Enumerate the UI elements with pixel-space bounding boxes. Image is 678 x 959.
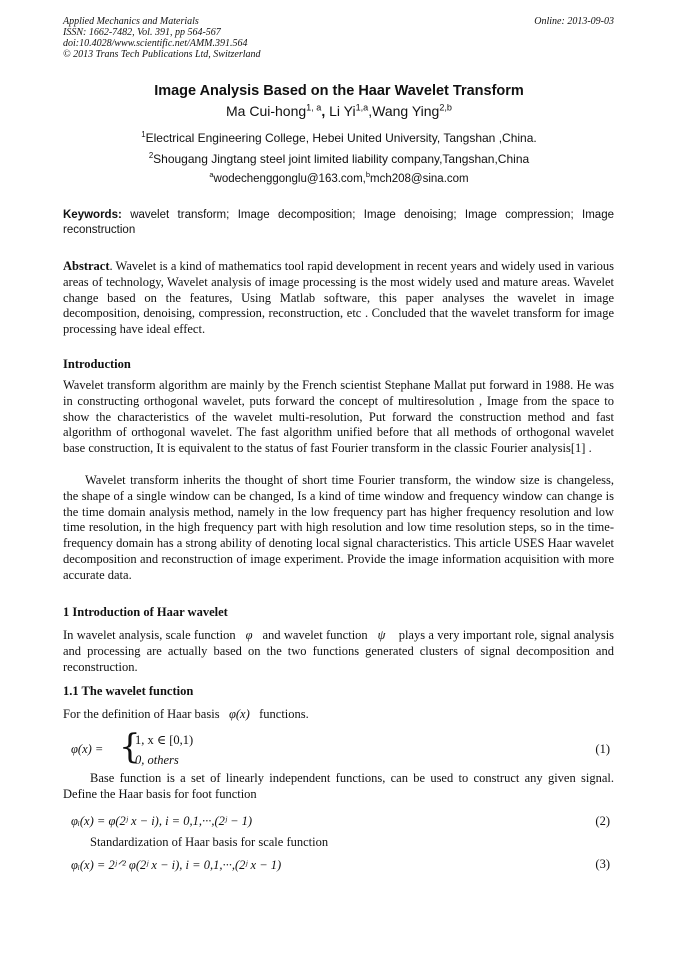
paper-title: Image Analysis Based on the Haar Wavelet Transform bbox=[154, 83, 524, 99]
equation-3 bbox=[63, 857, 614, 875]
equation-1-number: (1) bbox=[595, 742, 610, 756]
section-1-1-paragraph-1 bbox=[63, 707, 614, 723]
phi-symbol: φ bbox=[245, 628, 253, 642]
email-line bbox=[0, 170, 678, 185]
section-1-paragraph bbox=[63, 628, 614, 675]
equation-2 bbox=[63, 814, 614, 832]
abstract-block bbox=[63, 259, 614, 338]
equation-2-number: (2) bbox=[595, 814, 610, 828]
issn-line: ISSN: 1662-7482, Vol. 391, pp 564-567 bbox=[63, 27, 221, 38]
aff-text: Electrical Engineering College, Hebei United University, Tangshan ,China. bbox=[145, 131, 537, 145]
aff-sup: 2 bbox=[148, 151, 154, 160]
equation-3-body: φᵢ(x) = 2ʲᐟ² φ(2ʲ x − i), i = 0,1,···,(2ʲ x − 1) bbox=[71, 858, 282, 872]
equation-3-number: (3) bbox=[595, 857, 610, 871]
affiliation-1 bbox=[0, 131, 678, 145]
aff-sup: 1 bbox=[141, 130, 146, 139]
author-name: Li Yi bbox=[329, 103, 356, 119]
haar-def-text-b: functions. bbox=[259, 707, 309, 721]
journal-header bbox=[63, 16, 261, 60]
author-list: Ma Cui-hong$^{1, a}$, Li Yi$^{1,a}$,Wang Ying$^{2,b}$ bbox=[226, 102, 452, 119]
equation-2-body: φᵢ(x) = φ(2ʲ x − i), i = 0,1,···,(2ʲ − 1) bbox=[71, 814, 253, 828]
equation-1-lhs: φ(x) = bbox=[71, 742, 104, 756]
equation-1 bbox=[63, 727, 614, 770]
section-1-heading: 1 Introduction of Haar wavelet bbox=[63, 605, 228, 619]
abstract-label: Abstract bbox=[63, 259, 110, 273]
equation-1-case-1: 1, x ∈ [0,1) bbox=[135, 733, 194, 747]
cases-brace: { bbox=[119, 727, 141, 767]
journal-name: Applied Mechanics and Materials bbox=[63, 16, 199, 27]
author-sup: 1, a bbox=[306, 102, 322, 113]
haar-def-math: φ(x) bbox=[228, 707, 250, 721]
section-1-1-paragraph-2: Base function is a set of linearly independent functions, can be used to construct any given signal. Define the Haar basis for foot function bbox=[63, 771, 614, 801]
abstract-text: . Wavelet is a kind of mathematics tool rapid development in recent years and widely used in various areas of technology, Wavelet analysis of image processing is the most widely used and mature areas. Wavelet change based on the features, Using Matlab software, this paper analyses the wavelet in image decomposition, denoising, compression, reconstruction, etc . Concluded that the wavelet transform for image processing have ideal effect. bbox=[63, 259, 614, 337]
section-1-text-c: plays a very important role, signal analysis and processing are actually based on the two functions generated clusters of signal decomposition and reconstruction. bbox=[63, 628, 615, 674]
author-sup: 2,b bbox=[439, 102, 452, 113]
email-sup: a bbox=[209, 170, 214, 180]
affiliation-2 bbox=[0, 152, 678, 166]
email-sup: b bbox=[365, 170, 371, 180]
section-1-text-a: In wavelet analysis, scale function bbox=[63, 628, 236, 642]
equation-1-case-2: 0, others bbox=[135, 753, 179, 767]
section-1-1-heading: 1.1 The wavelet function bbox=[63, 684, 194, 698]
email-a[interactable]: wodechenggonglu@163.com, bbox=[213, 173, 366, 185]
author-name: Ma Cui-hong bbox=[226, 103, 307, 119]
author-name: Wang Ying bbox=[372, 103, 440, 119]
introduction-heading: Introduction bbox=[63, 357, 131, 371]
author-sup: 1,a bbox=[355, 102, 369, 113]
introduction-paragraph-2: Wavelet transform inherits the thought of short time Fourier transform, the window size is changeless, the shape of a single window can be changed, Is a kind of time window and frequency window can change is the time domain analysis method, namely in the low frequency part has higher frequency resolution and low time resolution, in the high frequency part with high resolution and low time resolution steps, so in the time-frequency domain has a strong ability of denoting local signal characteristics. This article USES Haar wavelet decomposition and reconstruction of image experiment. Provide the image information acquisition with more accurate data. bbox=[63, 473, 614, 582]
introduction-paragraph-1: Wavelet transform algorithm are mainly by the French scientist Stephane Mallat put forward in 1988. He was in constructing orthogonal wavelet, puts forward the concept of multiresolution , Image from the space to show the characteristics of the wavelet multi-resolution, Put forward the construction method and fast algorithm of orthogonal wavelet. The fast algorithm unified before that all methods of orthogonal wavelet base construction, It is equivalent to the status of fast Fourier transform in the classic Fourier analysis[1] . bbox=[63, 378, 614, 456]
email-b[interactable]: mch208@sina.com bbox=[370, 173, 469, 185]
section-1-text-b: and wavelet function bbox=[262, 628, 368, 642]
keywords-label: Keywords: bbox=[63, 209, 122, 221]
keywords-text: wavelet transform; Image decomposition; Image denoising; Image compression; Image reconstruction bbox=[63, 209, 614, 236]
doi-line: doi:10.4028/www.scientific.net/AMM.391.564 bbox=[63, 38, 248, 49]
psi-symbol: ψ bbox=[377, 628, 386, 642]
section-1-1-paragraph-3: Standardization of Haar basis for scale function bbox=[90, 835, 329, 849]
copyright-line: © 2013 Trans Tech Publications Ltd, Switzerland bbox=[63, 49, 261, 60]
keywords-block bbox=[63, 208, 614, 238]
haar-def-text-a: For the definition of Haar basis bbox=[63, 707, 220, 721]
online-date: Online: 2013-09-03 bbox=[534, 16, 614, 27]
aff-text: Shougang Jingtang steel joint limited liability company,Tangshan,China bbox=[153, 152, 530, 166]
